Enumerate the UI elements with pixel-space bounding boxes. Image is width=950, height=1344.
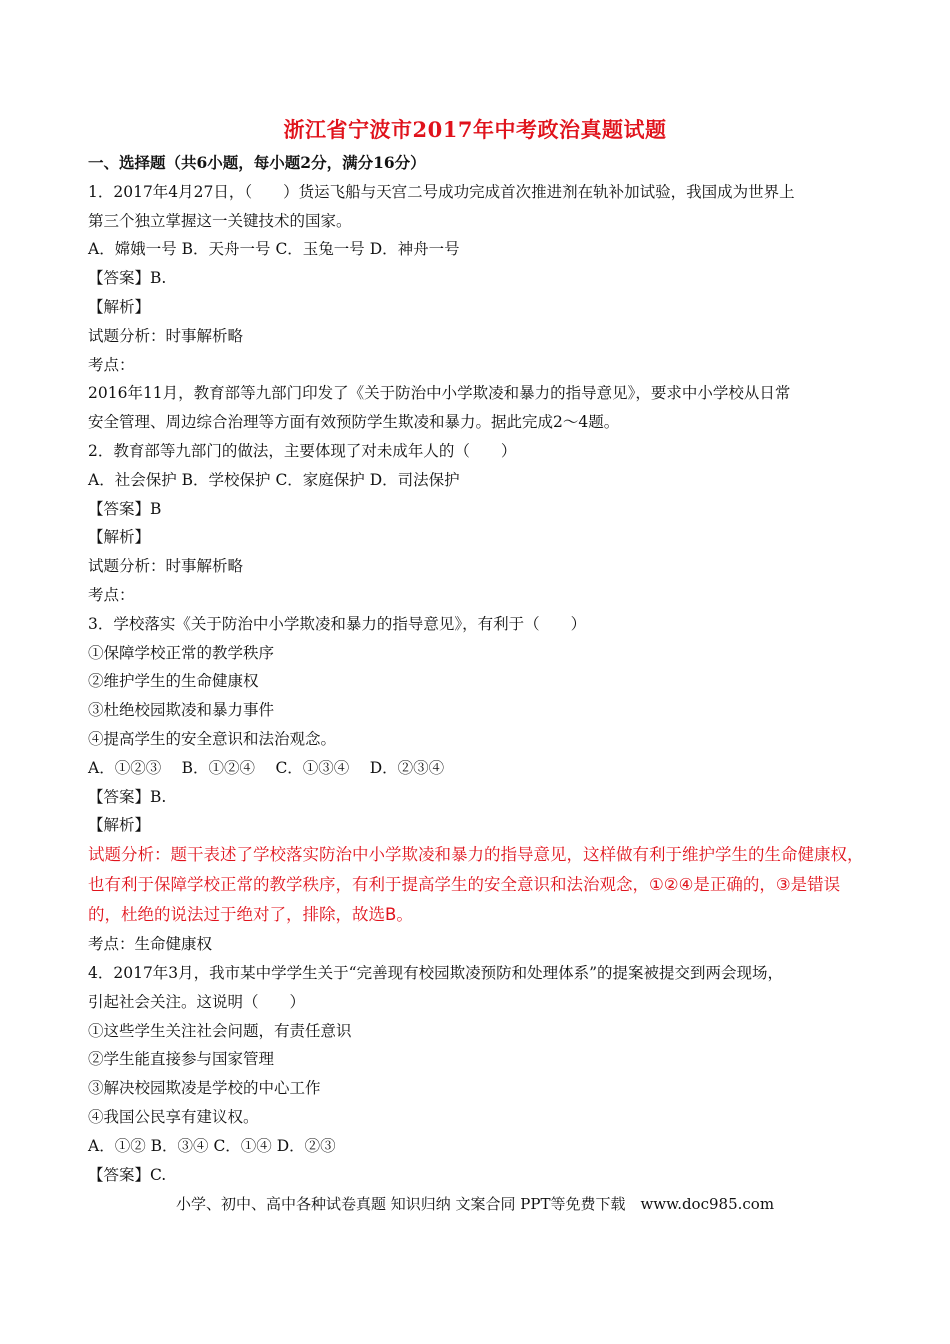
text-line: 安全管理、周边综合治理等方面有效预防学生欺凌和暴力。据此完成2～4题。: [88, 413, 620, 432]
text-line: 4．2017年3月，我市某中学学生关于“完善现有校园欺凌预防和处理体系”的提案被提交到两会现场，: [88, 963, 784, 982]
analysis-text-line: 的，杜绝的说法过于绝对了，排除，故选B。: [88, 905, 413, 925]
section-heading: 一、选择题（共6小题，每小题2分，满分16分）: [88, 153, 426, 172]
text-line: 试题分析：时事解析略: [88, 326, 244, 345]
text-line: 考点：: [88, 355, 135, 374]
text-line: 引起社会关注。这说明（ ）: [88, 992, 306, 1011]
text-line: ②学生能直接参与国家管理: [88, 1050, 275, 1069]
text-line: 考点：: [88, 585, 135, 604]
text-line: ③杜绝校园欺凌和暴力事件: [88, 701, 275, 720]
text-line: 2016年11月，教育部等九部门印发了《关于防治中小学欺凌和暴力的指导意见》，要求中小学校从日常: [88, 384, 791, 403]
text-line: ③解决校园欺凌是学校的中心工作: [88, 1079, 321, 1098]
analysis-text-line: 试题分析：题干表述了学校落实防治中小学欺凌和暴力的指导意见，这样做有利于维护学生的生命健康权，: [88, 845, 864, 865]
document-body: [88, 149, 888, 1189]
text-line: ②维护学生的生命健康权: [88, 672, 259, 691]
page-footer: 小学、初中、高中各种试卷真题 知识归纳 文案合同 PPT等免费下载 www.doc985.com: [175, 1195, 775, 1213]
text-line: 1．2017年4月27日，（ ）货运飞船与天宫二号成功完成首次推进剂在轨补加试验，我国成为世界上: [88, 182, 795, 201]
text-line: ④提高学生的安全意识和法治观念。: [88, 729, 337, 748]
text-line: A．①②③ B．①②④ C．①③④ D．②③④: [88, 758, 445, 777]
text-line: 考点：生命健康权: [88, 935, 213, 954]
text-line: 【解析】: [88, 816, 151, 835]
text-line: 【答案】C.: [88, 1165, 167, 1184]
text-line: 2．教育部等九部门的做法，主要体现了对未成年人的（ ）: [88, 441, 517, 460]
text-line: ①这些学生关注社会问题，有责任意识: [88, 1021, 352, 1040]
text-line: ④我国公民享有建议权。: [88, 1107, 259, 1126]
text-line: 试题分析：时事解析略: [88, 557, 244, 576]
text-line: 第三个独立掌握这一关键技术的国家。: [88, 211, 352, 230]
text-line: 【答案】B: [88, 499, 162, 518]
text-line: 【答案】B.: [88, 787, 167, 806]
text-line: A．社会保护 B．学校保护 C．家庭保护 D．司法保护: [88, 470, 460, 489]
text-line: 【答案】B.: [88, 269, 167, 288]
text-line: A．嫦娥一号 B．天舟一号 C．玉兔一号 D．神舟一号: [88, 240, 460, 259]
text-line: ①保障学校正常的教学秩序: [88, 643, 275, 662]
text-line: 【解析】: [88, 297, 151, 316]
document-title: 浙江省宁波市2017年中考政治真题试题: [283, 117, 667, 142]
analysis-text-line: 也有利于保障学校正常的教学秩序，有利于提高学生的安全意识和法治观念，①②④是正确的，③是错误: [88, 875, 841, 895]
text-line: 3．学校落实《关于防治中小学欺凌和暴力的指导意见》，有利于（ ）: [88, 614, 587, 633]
text-line: 【解析】: [88, 528, 151, 547]
text-line: A．①② B．③④ C．①④ D．②③: [88, 1136, 336, 1155]
